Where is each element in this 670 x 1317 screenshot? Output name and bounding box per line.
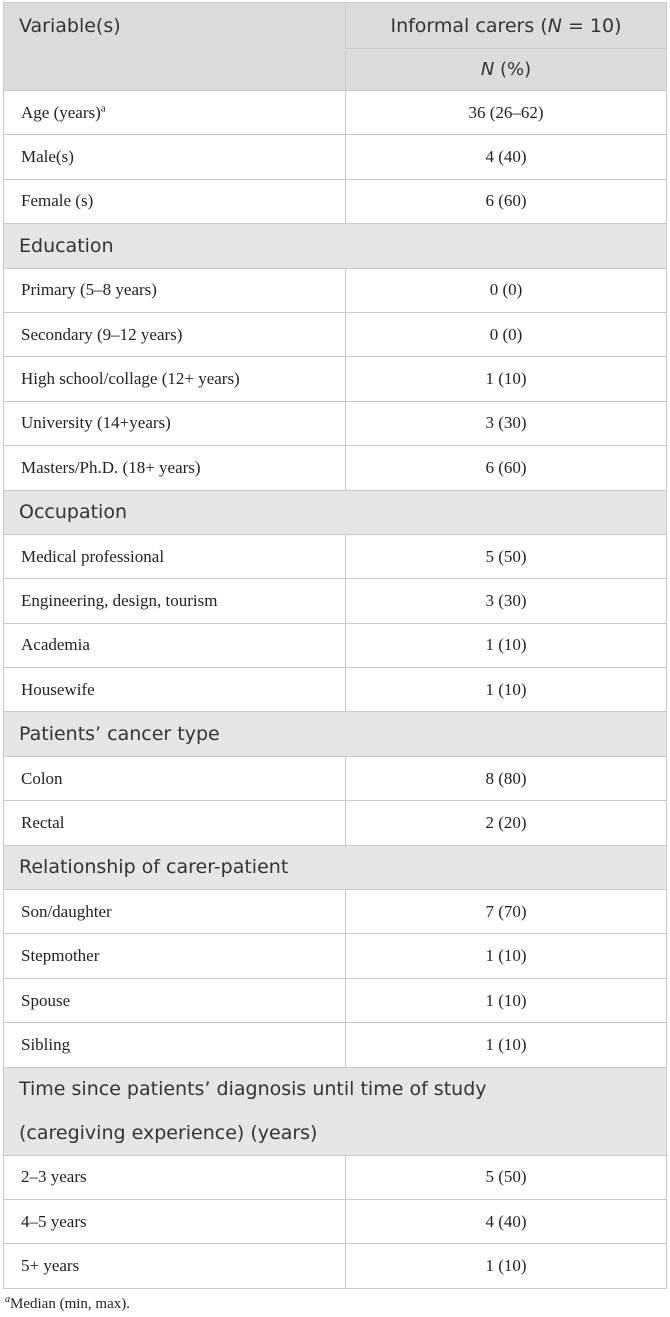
- row-label: Academia: [4, 623, 346, 667]
- row-value: 1 (10): [346, 668, 667, 712]
- header-sub-n: N: [480, 59, 495, 80]
- row-value: 1 (10): [346, 1244, 667, 1288]
- row-value: 8 (80): [346, 756, 667, 800]
- table-row: [4, 268, 667, 312]
- row-label: 2–3 years: [4, 1155, 346, 1199]
- header-row: [4, 3, 667, 49]
- row-label: Sibling: [4, 1023, 346, 1067]
- table-row: [4, 978, 667, 1022]
- row-label: Male(s): [4, 135, 346, 179]
- row-label: Primary (5–8 years): [4, 268, 346, 312]
- header-carers-n: N: [547, 14, 562, 37]
- row-value: 0 (0): [346, 312, 667, 356]
- row-label-text: Age (years): [21, 102, 101, 122]
- table-row: [4, 579, 667, 623]
- section-title: Relationship of carer-patient: [4, 845, 667, 889]
- row-value: 36 (26–62): [346, 91, 667, 135]
- section-title: Patients’ cancer type: [4, 712, 667, 756]
- section-time-since-diagnosis: [4, 1067, 667, 1111]
- section-title: Occupation: [4, 490, 667, 534]
- row-value: 1 (10): [346, 978, 667, 1022]
- row-label: High school/collage (12+ years): [4, 357, 346, 401]
- section-occupation: [4, 490, 667, 534]
- header-carers-suffix: = 10): [561, 14, 622, 37]
- table-row: [4, 312, 667, 356]
- row-value: 3 (30): [346, 401, 667, 445]
- table-row: [4, 1023, 667, 1067]
- section-cancer-type: [4, 712, 667, 756]
- row-label: Female (s): [4, 179, 346, 223]
- row-label: Spouse: [4, 978, 346, 1022]
- header-sub-rest: (%): [494, 59, 532, 80]
- row-label: Medical professional: [4, 534, 346, 578]
- row-value: 7 (70): [346, 890, 667, 934]
- row-value: 4 (40): [346, 1199, 667, 1243]
- table-row: [4, 668, 667, 712]
- table-row: [4, 623, 667, 667]
- row-value: 5 (50): [346, 534, 667, 578]
- table-row: [4, 357, 667, 401]
- row-value: 1 (10): [346, 623, 667, 667]
- row-label: University (14+years): [4, 401, 346, 445]
- section-education: [4, 224, 667, 268]
- demographics-table: [3, 2, 667, 1289]
- section-relationship: [4, 845, 667, 889]
- row-label: Son/daughter: [4, 890, 346, 934]
- table-row: [4, 446, 667, 490]
- section-title-line1: Time since patients’ diagnosis until time of study: [4, 1067, 667, 1111]
- row-value: 4 (40): [346, 135, 667, 179]
- header-n-percent: [346, 49, 667, 91]
- row-value: 1 (10): [346, 357, 667, 401]
- table-row: [4, 890, 667, 934]
- row-value: 1 (10): [346, 934, 667, 978]
- footnote-marker: a: [100, 102, 106, 115]
- row-value: 3 (30): [346, 579, 667, 623]
- table-row: [4, 401, 667, 445]
- table-row: [4, 91, 667, 135]
- row-label: Housewife: [4, 668, 346, 712]
- row-value: 6 (60): [346, 446, 667, 490]
- table-row: [4, 1244, 667, 1288]
- row-label: Secondary (9–12 years): [4, 312, 346, 356]
- header-informal-carers: [346, 3, 667, 49]
- table-row: [4, 179, 667, 223]
- row-label: Colon: [4, 756, 346, 800]
- row-label: 4–5 years: [4, 1199, 346, 1243]
- row-value: 2 (20): [346, 801, 667, 845]
- table-row: [4, 534, 667, 578]
- header-carers-prefix: Informal carers (: [390, 14, 548, 37]
- table-footnote: [5, 1296, 130, 1313]
- table-row: [4, 934, 667, 978]
- section-title: Education: [4, 224, 667, 268]
- row-value: 5 (50): [346, 1155, 667, 1199]
- row-label: [4, 91, 346, 135]
- table-row: [4, 1199, 667, 1243]
- row-label: Rectal: [4, 801, 346, 845]
- row-label: 5+ years: [4, 1244, 346, 1288]
- table-row: [4, 756, 667, 800]
- footnote-marker: a: [5, 1294, 10, 1305]
- section-time-since-diagnosis-cont: [4, 1111, 667, 1155]
- table-row: [4, 1155, 667, 1199]
- row-value: 6 (60): [346, 179, 667, 223]
- section-title-line2: (caregiving experience) (years): [4, 1111, 667, 1155]
- table-row: [4, 135, 667, 179]
- footnote-text: Median (min, max).: [10, 1296, 130, 1312]
- row-label: Masters/Ph.D. (18+ years): [4, 446, 346, 490]
- row-value: 1 (10): [346, 1023, 667, 1067]
- header-variables: Variable(s): [4, 3, 346, 91]
- row-label: Engineering, design, tourism: [4, 579, 346, 623]
- row-label: Stepmother: [4, 934, 346, 978]
- row-value: 0 (0): [346, 268, 667, 312]
- table-row: [4, 801, 667, 845]
